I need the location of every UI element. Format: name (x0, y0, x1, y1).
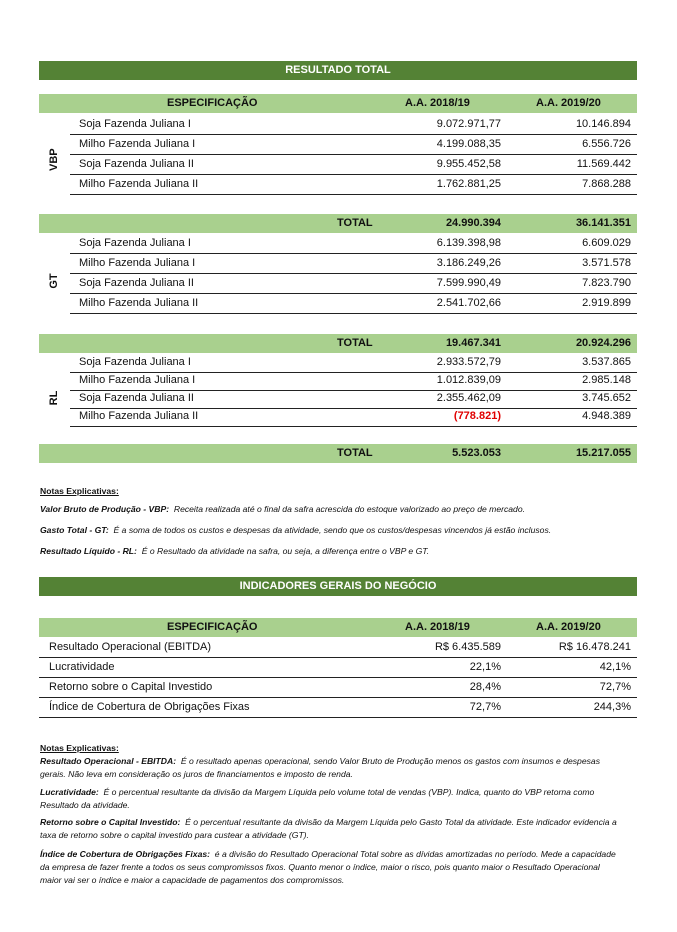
header-spec: ESPECIFICAÇÃO (167, 621, 258, 633)
table-row: Soja Fazenda Juliana II 9.955.452,58 11.569.442 (39, 155, 637, 175)
indicator-row: Índice de Cobertura de Obrigações Fixas 72,7% 244,3% (39, 698, 637, 718)
indicator-row: Resultado Operacional (EBITDA) R$ 6.435.589 R$ 16.478.241 (39, 638, 637, 658)
group-label-rl: RL (48, 390, 60, 406)
table-row: Milho Fazenda Juliana I 4.199.088,35 6.556.726 (39, 135, 637, 155)
indicadores-header (39, 618, 637, 637)
indicator-row: Lucratividade 22,1% 42,1% (39, 658, 637, 678)
indicadores-banner: INDICADORES GERAIS DO NEGÓCIO (39, 577, 637, 596)
notes-title: Notas Explicativas: (40, 486, 119, 496)
table-row: Milho Fazenda Juliana II 2.541.702,66 2.919.899 (39, 294, 637, 314)
header-col2: A.A. 2019/20 (536, 621, 601, 633)
table-row: Milho Fazenda Juliana I 1.012.839,09 2.985.148 (39, 371, 637, 391)
negative-value: (778.821) (453, 410, 501, 422)
resultado-total-header (39, 94, 637, 113)
rl-total-row: TOTAL 5.523.053 15.217.055 (39, 444, 637, 463)
table-row: Milho Fazenda Juliana II (778.821) 4.948.389 (39, 407, 637, 427)
header-col1: A.A. 2018/19 (405, 97, 470, 109)
note-item: Retorno sobre o Capital Investido: É o percentual resultante da divisão da Margem Líquida pelo Gasto Total da atividade. Este indicador evidencia a taxa de retorno sobre o capital investido para custear a atividade (GT). (40, 817, 617, 840)
notes-title: Notas Explicativas: (40, 743, 119, 753)
note-item: Resultado Líquido - RL: É o Resultado da atividade na safra, ou seja, a diferença entre o VBP e GT. (40, 546, 430, 556)
table-row: Milho Fazenda Juliana I 3.186.249,26 3.571.578 (39, 254, 637, 274)
header-col1: A.A. 2018/19 (405, 621, 470, 633)
table-row: Milho Fazenda Juliana II 1.762.881,25 7.868.288 (39, 175, 637, 195)
group-label-vbp: VBP (48, 148, 60, 171)
table-row: Soja Fazenda Juliana II 2.355.462,09 3.745.652 (39, 389, 637, 409)
gt-total-row: TOTAL 19.467.341 20.924.296 (39, 334, 637, 353)
table-row: Soja Fazenda Juliana I 9.072.971,77 10.146.894 (39, 115, 637, 135)
note-item: Índice de Cobertura de Obrigações Fixas: é a divisão do Resultado Operacional Total sobre as dívidas amortizadas no período. Mede a capacidade da empresa de fazer frente a todos os seus compromissos fixos. Quanto menor o índice, maior o risco, pois quanto maior o Resultado Operacional maior vai ser o índice e maior a capacidade de pagamentos dos compromissos. (40, 849, 616, 885)
header-col2: A.A. 2019/20 (536, 97, 601, 109)
resultado-total-banner: RESULTADO TOTAL (39, 61, 637, 80)
note-item: Lucratividade: É o percentual resultante da divisão da Margem Líquida pelo volume total de vendas (VBP). Indica, quanto do VBP retorna como Resultado da atividade. (40, 787, 595, 810)
header-spec: ESPECIFICAÇÃO (167, 97, 258, 109)
table-row: Soja Fazenda Juliana II 7.599.990,49 7.823.790 (39, 274, 637, 294)
indicator-row: Retorno sobre o Capital Investido 28,4% 72,7% (39, 678, 637, 698)
note-item: Gasto Total - GT: É a soma de todos os custos e despesas da atividade, sendo que os custos/despesas vincendos já estão inclusos. (40, 525, 552, 535)
table-row: Soja Fazenda Juliana I 2.933.572,79 3.537.865 (39, 353, 637, 373)
vbp-total-row: TOTAL 24.990.394 36.141.351 (39, 214, 637, 233)
group-label-gt: GT (48, 273, 60, 289)
note-item: Resultado Operacional - EBITDA: É o resultado apenas operacional, sendo Valor Bruto de Produção menos os gastos com insumos e despesas gerais. Não leva em consideração os juros de financiamentos e imposto de renda. (40, 756, 600, 779)
table-row: Soja Fazenda Juliana I 6.139.398,98 6.609.029 (39, 234, 637, 254)
note-item: Valor Bruto de Produção - VBP: Receita realizada até o final da safra acrescida do estoque valorizado ao preço de mercado. (40, 504, 525, 514)
